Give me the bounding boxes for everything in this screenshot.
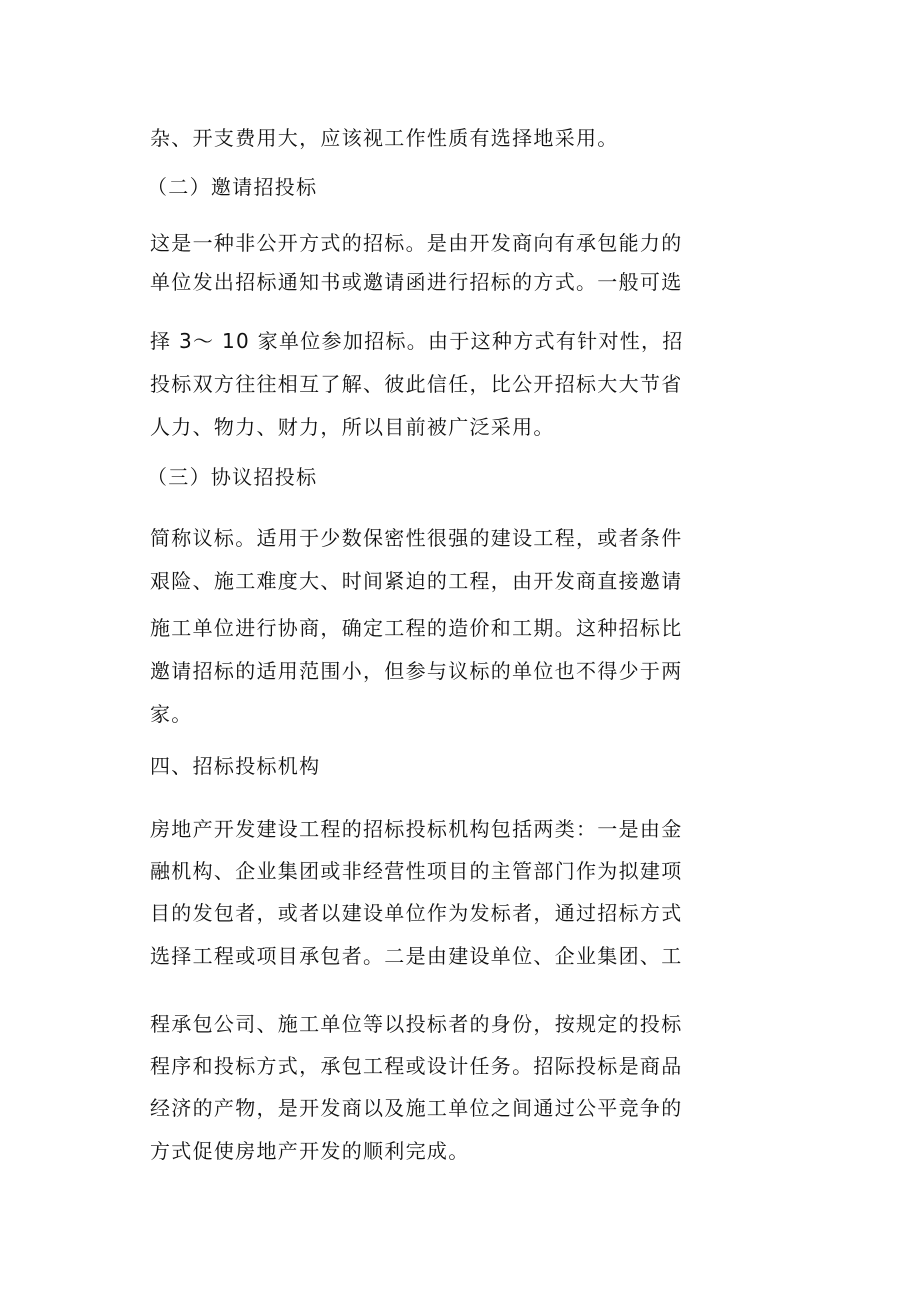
text-line: 选择工程或项目承包者。二是由建设单位、企业集团、工 bbox=[150, 944, 683, 968]
text-line: 这是一种非公开方式的招标。是由开发商向有承包能力的 bbox=[150, 231, 683, 255]
section-heading: 四、招标投标机构 bbox=[150, 754, 321, 778]
section-heading: （三）协议招投标 bbox=[147, 465, 318, 489]
section-heading: （二）邀请招投标 bbox=[147, 175, 318, 199]
text-line: 融机构、企业集团或非经营性项目的主管部门作为拟建项 bbox=[150, 859, 683, 883]
text-line: 方式促使房地产开发的顺利完成。 bbox=[150, 1139, 470, 1163]
text-line: 房地产开发建设工程的招标投标机构包括两类：一是由金 bbox=[150, 817, 683, 841]
text-line: 家。 bbox=[150, 702, 193, 726]
text-line: 人力、物力、财力，所以目前被广泛采用。 bbox=[150, 415, 555, 439]
text-line: 程序和投标方式，承包工程或设计任务。招际投标是商品 bbox=[150, 1054, 683, 1078]
text-line: 择 3～ 10 家单位参加招标。由于这种方式有针对性，招 bbox=[150, 329, 684, 353]
text-line: 艰险、施工难度大、时间紧迫的工程，由开发商直接邀请 bbox=[150, 569, 683, 593]
text-line: 简称议标。适用于少数保密性很强的建设工程，或者条件 bbox=[150, 526, 683, 550]
text-line: 施工单位进行协商，确定工程的造价和工期。这种招标比 bbox=[150, 616, 683, 640]
text-line: 经济的产物，是开发商以及施工单位之间通过公平竞争的 bbox=[150, 1096, 683, 1120]
text-line: 投标双方往往相互了解、彼此信任，比公开招标大大节省 bbox=[150, 372, 683, 396]
text-line: 单位发出招标通知书或邀请函进行招标的方式。一般可选 bbox=[150, 270, 683, 294]
text-line: 杂、开支费用大，应该视工作性质有选择地采用。 bbox=[150, 126, 619, 150]
text-line: 程承包公司、施工单位等以投标者的身份，按规定的投标 bbox=[150, 1012, 683, 1036]
text-line: 邀请招标的适用范围小，但参与议标的单位也不得少于两 bbox=[150, 659, 683, 683]
text-line: 目的发包者，或者以建设单位作为发标者，通过招标方式 bbox=[150, 901, 683, 925]
